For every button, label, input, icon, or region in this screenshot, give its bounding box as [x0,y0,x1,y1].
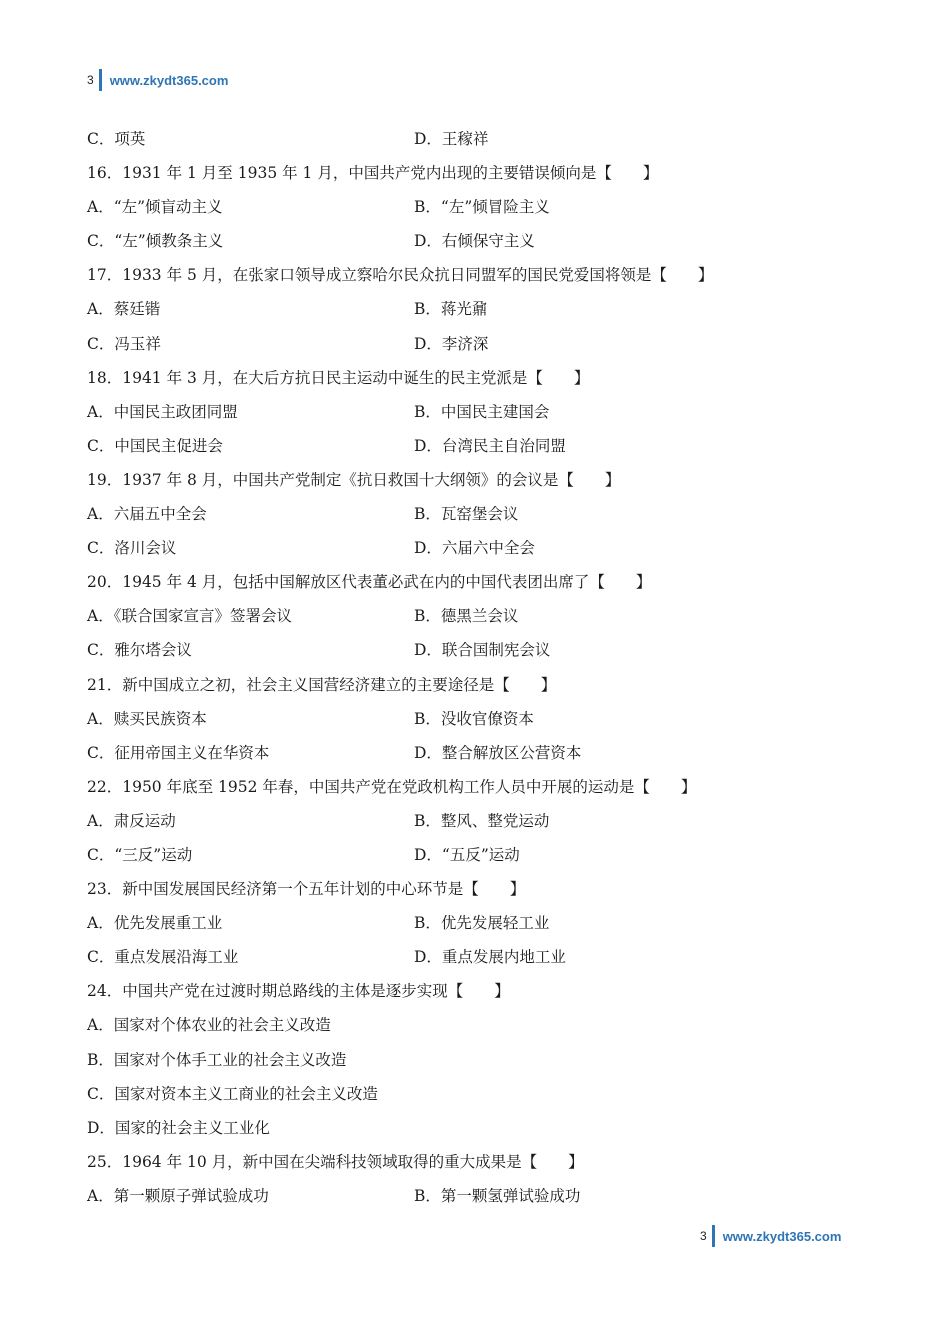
q25-option-b: B．第一颗氢弹试验成功 [414,1186,581,1205]
page-header [87,68,228,92]
q19-stem: 19．1937 年 8 月，中国共产党制定《抗日救国十大纲领》的会议是【 】 [87,470,621,489]
q18-option-d: D．台湾民主自治同盟 [414,436,566,455]
q17-options-ab [87,294,887,328]
q17-option-a: A．蔡廷锴 [87,300,161,319]
q15-options-cd [87,124,887,158]
q17-option-d: D．李济深 [414,334,489,353]
q23-option-d: D．重点发展内地工业 [414,948,566,967]
q18-options-ab [87,397,887,431]
q18-option-b: B．中国民主建国会 [414,402,550,421]
q18-option-c: C．中国民主促进会 [87,436,223,455]
q21-option-b: B．没收官僚资本 [414,709,534,728]
q25-option-a: A．第一颗原子弹试验成功 [87,1186,269,1205]
q24-option-a: A．国家对个体农业的社会主义改造 [87,1016,331,1035]
page-footer [700,1224,841,1248]
q19-options-cd [87,533,887,567]
q18-options-cd [87,431,887,465]
q17-stem: 17．1933 年 5 月，在张家口领导成立察哈尔民众抗日同盟军的国民党爱国将领是【 】 [87,266,714,285]
q22-option-b: B．整风、整党运动 [414,811,550,830]
q19-option-b: B．瓦窑堡会议 [414,505,519,524]
q23-stem: 23．新中国发展国民经济第一个五年计划的中心环节是【 】 [87,880,526,899]
q15-option-d: D．王稼祥 [414,130,489,148]
q20-stem: 20．1945 年 4 月，包括中国解放区代表董必武在内的中国代表团出席了【 】 [87,573,652,592]
footer-page-number: 3 [700,1229,707,1243]
q18-option-a: A．中国民主政团同盟 [87,402,238,421]
q23-option-a: A．优先发展重工业 [87,914,223,933]
q15-option-c: C．项英 [87,130,146,148]
header-site-link[interactable]: www.zkydt365.com [109,72,229,88]
q23-options-cd [87,942,887,976]
q20-options-cd [87,635,887,669]
q19-option-c: C．洛川会议 [87,539,177,558]
q17-option-c: C．冯玉祥 [87,334,161,353]
q17-options-cd [87,329,887,363]
q21-options-ab [87,704,887,738]
q23-option-c: C．重点发展沿海工业 [87,948,239,967]
q21-option-d: D．整合解放区公营资本 [414,743,582,762]
q19-option-a: A．六届五中全会 [87,505,207,524]
q22-option-d: D．“五反”运动 [414,845,520,864]
q20-option-d: D．联合国制宪会议 [414,641,551,660]
q16-option-b: B．“左”倾冒险主义 [414,198,550,217]
q16-options-ab [87,192,887,226]
q24-option-c: C．国家对资本主义工商业的社会主义改造 [87,1084,378,1103]
q20-option-b: B．德黑兰会议 [414,607,519,626]
q16-stem: 16．1931 年 1 月至 1935 年 1 月，中国共产党内出现的主要错误倾向是【 】 [87,164,659,183]
q20-option-c: C．雅尔塔会议 [87,641,192,660]
q25-options-ab [87,1181,887,1215]
footer-site-link[interactable]: www.zkydt365.com [722,1228,842,1244]
q16-option-c: C．“左”倾教条主义 [87,232,224,251]
q24-option-b: B．国家对个体手工业的社会主义改造 [87,1050,347,1069]
q23-option-b: B．优先发展轻工业 [414,914,550,933]
q22-stem: 22．1950 年底至 1952 年春，中国共产党在党政机构工作人员中开展的运动是【 】 [87,777,697,796]
q19-option-d: D．六届六中全会 [414,539,535,558]
q21-option-a: A．赎买民族资本 [87,709,207,728]
footer-divider [712,1225,715,1247]
q22-option-c: C．“三反”运动 [87,845,193,864]
header-page-number: 3 [87,73,94,87]
q25-stem: 25．1964 年 10 月，新中国在尖端科技领域取得的重大成果是【 】 [87,1152,584,1171]
q18-stem: 18．1941 年 3 月，在大后方抗日民主运动中诞生的民主党派是【 】 [87,368,590,387]
q22-options-cd [87,840,887,874]
q24-stem: 24．中国共产党在过渡时期总路线的主体是逐步实现【 】 [87,982,510,1001]
q17-option-b: B．蒋光鼐 [414,300,488,319]
q24-option-d: D．国家的社会主义工业化 [87,1118,270,1137]
q21-options-cd [87,738,887,772]
q20-option-a: A．《联合国家宣言》签署会议 [87,607,292,626]
q21-option-c: C．征用帝国主义在华资本 [87,743,270,762]
q16-option-a: A．“左”倾盲动主义 [87,198,223,217]
q21-stem: 21．新中国成立之初，社会主义国营经济建立的主要途径是【 】 [87,675,557,694]
q22-options-ab [87,806,887,840]
q22-option-a: A．肃反运动 [87,811,176,830]
question-list [87,124,887,1215]
q23-options-ab [87,908,887,942]
q19-options-ab [87,499,887,533]
header-divider [99,69,102,91]
q16-options-cd [87,226,887,260]
q16-option-d: D．右倾保守主义 [414,232,535,251]
q20-options-ab [87,601,887,635]
